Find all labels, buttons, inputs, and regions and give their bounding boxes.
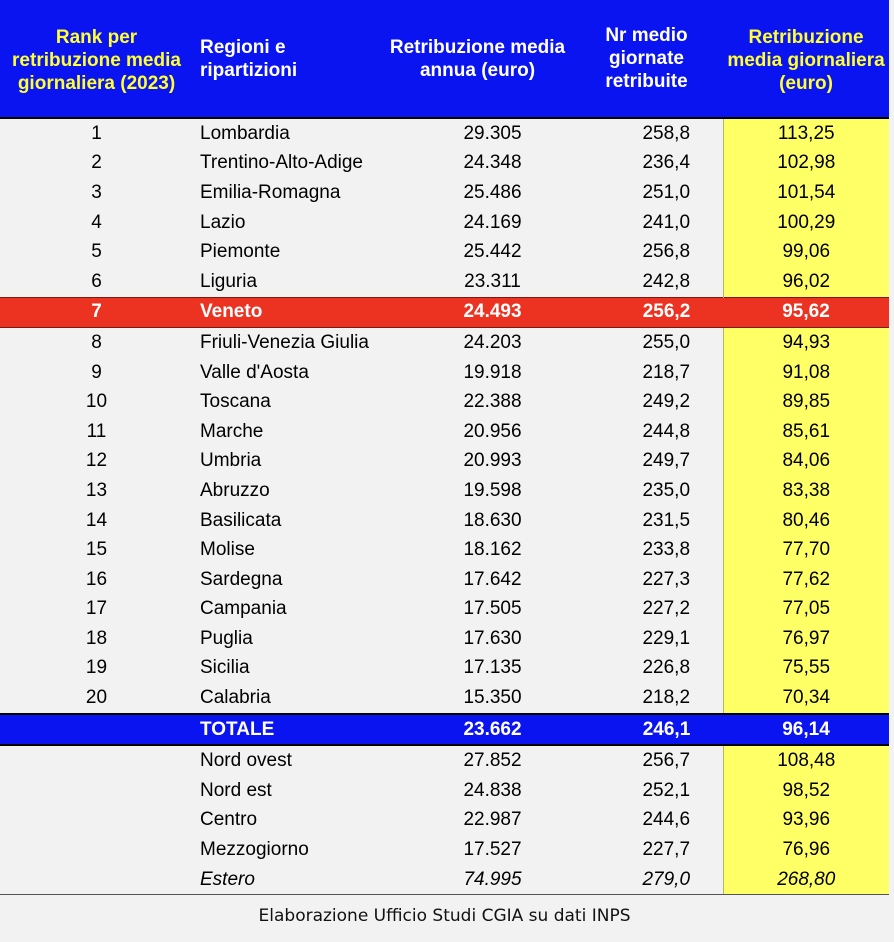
- region-cell: Calabria: [200, 687, 271, 709]
- annual-wage-cell: 24.493: [385, 297, 570, 328]
- rank-cell: [0, 835, 193, 865]
- rank-cell: 16: [85, 568, 108, 590]
- region-cell: TOTALE: [193, 714, 385, 746]
- header-rank: Rank per retribuzione media giornaliera (2023): [0, 0, 193, 118]
- annual-wage-cell: 23.311: [464, 270, 521, 292]
- daily-wage-cell: 85,61: [723, 417, 889, 447]
- paid-days-cell: 279,0: [570, 865, 723, 895]
- annual-wage-cell: 17.505: [463, 598, 522, 620]
- annual-wage-cell: 27.852: [463, 750, 522, 772]
- paid-days-cell: 236,4: [642, 152, 691, 174]
- paid-days-cell: 227,3: [642, 568, 691, 590]
- region-cell: Emilia-Romagna: [200, 181, 341, 203]
- paid-days-cell: 229,1: [642, 627, 691, 649]
- rank-cell: 18: [85, 627, 108, 649]
- daily-wage-cell: 96,14: [723, 714, 889, 746]
- table-row: [0, 417, 889, 447]
- rank-cell: 2: [91, 152, 102, 174]
- table-row: [0, 535, 889, 565]
- paid-days-cell: 256,7: [642, 750, 691, 772]
- region-cell: Umbria: [200, 450, 262, 472]
- region-cell: Lazio: [200, 211, 246, 233]
- paid-days-cell: 244,6: [642, 809, 691, 831]
- paid-days-cell: 227,7: [642, 839, 691, 861]
- region-cell: Liguria: [200, 270, 258, 292]
- header-region: Regioni e ripartizioni: [193, 0, 385, 118]
- region-cell: Centro: [200, 809, 258, 831]
- daily-wage-cell: 100,29: [723, 208, 889, 238]
- rank-cell: 15: [85, 539, 108, 561]
- rank-cell: 5: [91, 241, 102, 263]
- daily-wage-cell: 101,54: [723, 178, 889, 208]
- region-cell: Marche: [200, 420, 264, 442]
- rank-cell: 7: [0, 297, 193, 328]
- paid-days-cell: 227,2: [642, 598, 691, 620]
- rank-cell: [0, 865, 193, 895]
- daily-wage-cell: 80,46: [723, 506, 889, 536]
- rank-cell: 10: [85, 391, 108, 413]
- paid-days-cell: 251,0: [642, 181, 691, 203]
- table-row: [0, 358, 889, 388]
- rank-cell: 20: [85, 687, 108, 709]
- table-row-highlighted: [0, 297, 889, 328]
- rank-cell: 4: [91, 211, 102, 233]
- daily-wage-cell: 77,05: [723, 595, 889, 625]
- daily-wage-cell: 84,06: [723, 447, 889, 477]
- daily-wage-cell: 77,62: [723, 565, 889, 595]
- paid-days-cell: 235,0: [642, 479, 691, 501]
- table-row: [0, 118, 889, 149]
- rank-cell: 8: [91, 331, 102, 353]
- area-row: [0, 835, 889, 865]
- source-note: Elaborazione Ufficio Studi CGIA su dati INPS: [258, 906, 631, 926]
- annual-wage-cell: 19.918: [463, 361, 522, 383]
- rank-cell: [0, 806, 193, 836]
- header-daily-wage: Retribuzione media giornaliera (euro): [723, 0, 889, 118]
- annual-wage-cell: 24.348: [463, 152, 522, 174]
- table-row: [0, 447, 889, 477]
- annual-wage-cell: 74.995: [385, 865, 570, 895]
- paid-days-cell: 246,1: [570, 714, 723, 746]
- annual-wage-cell: 24.838: [463, 779, 522, 801]
- table-row: [0, 237, 889, 267]
- paid-days-cell: 233,8: [642, 539, 691, 561]
- paid-days-cell: 244,8: [642, 420, 691, 442]
- table-row: [0, 624, 889, 654]
- annual-wage-cell: 19.598: [463, 479, 522, 501]
- table-row: [0, 506, 889, 536]
- table-row: [0, 267, 889, 297]
- paid-days-cell: 218,2: [642, 687, 691, 709]
- region-cell: Molise: [200, 539, 255, 561]
- header-annual-wage: Retribuzione media annua (euro): [385, 0, 570, 118]
- rank-cell: 13: [85, 479, 108, 501]
- rank-cell: [0, 776, 193, 806]
- table-row: [0, 178, 889, 208]
- daily-wage-cell: 93,96: [723, 806, 889, 836]
- paid-days-cell: 242,8: [642, 270, 691, 292]
- annual-wage-cell: 24.169: [463, 211, 522, 233]
- daily-wage-cell: 76,96: [723, 835, 889, 865]
- paid-days-cell: 256,8: [642, 241, 691, 263]
- area-row: [0, 865, 889, 895]
- region-cell: Valle d'Aosta: [200, 361, 309, 383]
- rank-cell: 14: [85, 509, 108, 531]
- annual-wage-cell: 23.662: [385, 714, 570, 746]
- daily-wage-cell: 108,48: [723, 745, 889, 776]
- table-body: [0, 118, 889, 895]
- table-row: [0, 208, 889, 238]
- table-row: [0, 654, 889, 684]
- rank-cell: 12: [85, 450, 108, 472]
- region-cell: Piemonte: [200, 241, 281, 263]
- annual-wage-cell: 24.203: [463, 331, 522, 353]
- paid-days-cell: 249,2: [642, 391, 691, 413]
- annual-wage-cell: 17.630: [463, 627, 522, 649]
- daily-wage-cell: 91,08: [723, 358, 889, 388]
- annual-wage-cell: 20.956: [463, 420, 522, 442]
- table-row: [0, 595, 889, 625]
- paid-days-cell: 256,2: [570, 297, 723, 328]
- paid-days-cell: 252,1: [642, 779, 691, 801]
- region-cell: Abruzzo: [200, 479, 270, 501]
- daily-wage-cell: 102,98: [723, 149, 889, 179]
- daily-wage-cell: 76,97: [723, 624, 889, 654]
- annual-wage-cell: 25.442: [463, 241, 522, 263]
- daily-wage-cell: 268,80: [723, 865, 889, 895]
- rank-cell: 11: [86, 420, 107, 442]
- region-cell: Basilicata: [200, 509, 282, 531]
- total-row: [0, 714, 889, 746]
- region-cell: Sicilia: [200, 657, 250, 679]
- paid-days-cell: 218,7: [642, 361, 691, 383]
- header-paid-days: Nr medio giornate retribuite: [570, 0, 723, 118]
- rank-cell: 3: [91, 181, 102, 203]
- daily-wage-cell: 89,85: [723, 387, 889, 417]
- region-cell: Nord est: [200, 779, 272, 801]
- region-cell: Nord ovest: [200, 750, 292, 772]
- area-row: [0, 745, 889, 776]
- daily-wage-cell: 113,25: [723, 118, 889, 149]
- region-cell: Mezzogiorno: [200, 839, 309, 861]
- daily-wage-cell: 96,02: [723, 267, 889, 297]
- region-cell: Lombardia: [200, 122, 290, 144]
- paid-days-cell: 231,5: [642, 509, 691, 531]
- region-cell: Sardegna: [200, 568, 283, 590]
- daily-wage-cell: 70,34: [723, 683, 889, 714]
- daily-wage-cell: 99,06: [723, 237, 889, 267]
- table-row: [0, 328, 889, 358]
- rank-cell: 9: [91, 361, 102, 383]
- region-cell: Trentino-Alto-Adige: [200, 152, 363, 174]
- annual-wage-cell: 22.388: [463, 391, 522, 413]
- region-cell: Toscana: [200, 391, 271, 413]
- annual-wage-cell: 17.527: [463, 839, 522, 861]
- area-row: [0, 806, 889, 836]
- paid-days-cell: 241,0: [642, 211, 691, 233]
- paid-days-cell: 249,7: [642, 450, 691, 472]
- paid-days-cell: 226,8: [642, 657, 691, 679]
- daily-wage-cell: 95,62: [723, 297, 889, 328]
- daily-wage-cell: 77,70: [723, 535, 889, 565]
- rank-cell: 6: [91, 270, 102, 292]
- paid-days-cell: 255,0: [642, 331, 691, 353]
- region-cell: Friuli-Venezia Giulia: [200, 331, 369, 353]
- annual-wage-cell: 18.630: [463, 509, 522, 531]
- region-cell: Estero: [193, 865, 385, 895]
- annual-wage-cell: 17.135: [463, 657, 522, 679]
- region-cell: Puglia: [200, 627, 253, 649]
- annual-wage-cell: 17.642: [463, 568, 522, 590]
- daily-wage-cell: 98,52: [723, 776, 889, 806]
- rank-cell: [0, 714, 193, 746]
- annual-wage-cell: 22.987: [463, 809, 522, 831]
- rank-cell: 17: [85, 598, 108, 620]
- area-row: [0, 776, 889, 806]
- rank-cell: 19: [85, 657, 108, 679]
- region-cell: Campania: [200, 598, 287, 620]
- paid-days-cell: 258,8: [642, 122, 691, 144]
- annual-wage-cell: 29.305: [463, 122, 522, 144]
- annual-wage-cell: 20.993: [463, 450, 522, 472]
- annual-wage-cell: 15.350: [463, 687, 522, 709]
- table-header-row: [0, 0, 889, 118]
- annual-wage-cell: 18.162: [463, 539, 522, 561]
- daily-wage-cell: 94,93: [723, 328, 889, 358]
- daily-wage-cell: 75,55: [723, 654, 889, 684]
- table-row: [0, 149, 889, 179]
- table-row: [0, 476, 889, 506]
- table-row: [0, 683, 889, 714]
- annual-wage-cell: 25.486: [463, 181, 522, 203]
- rank-cell: 1: [91, 122, 102, 144]
- region-cell: Veneto: [193, 297, 385, 328]
- daily-wage-cell: 83,38: [723, 476, 889, 506]
- rank-cell: [0, 745, 193, 776]
- table-row: [0, 387, 889, 417]
- table-row: [0, 565, 889, 595]
